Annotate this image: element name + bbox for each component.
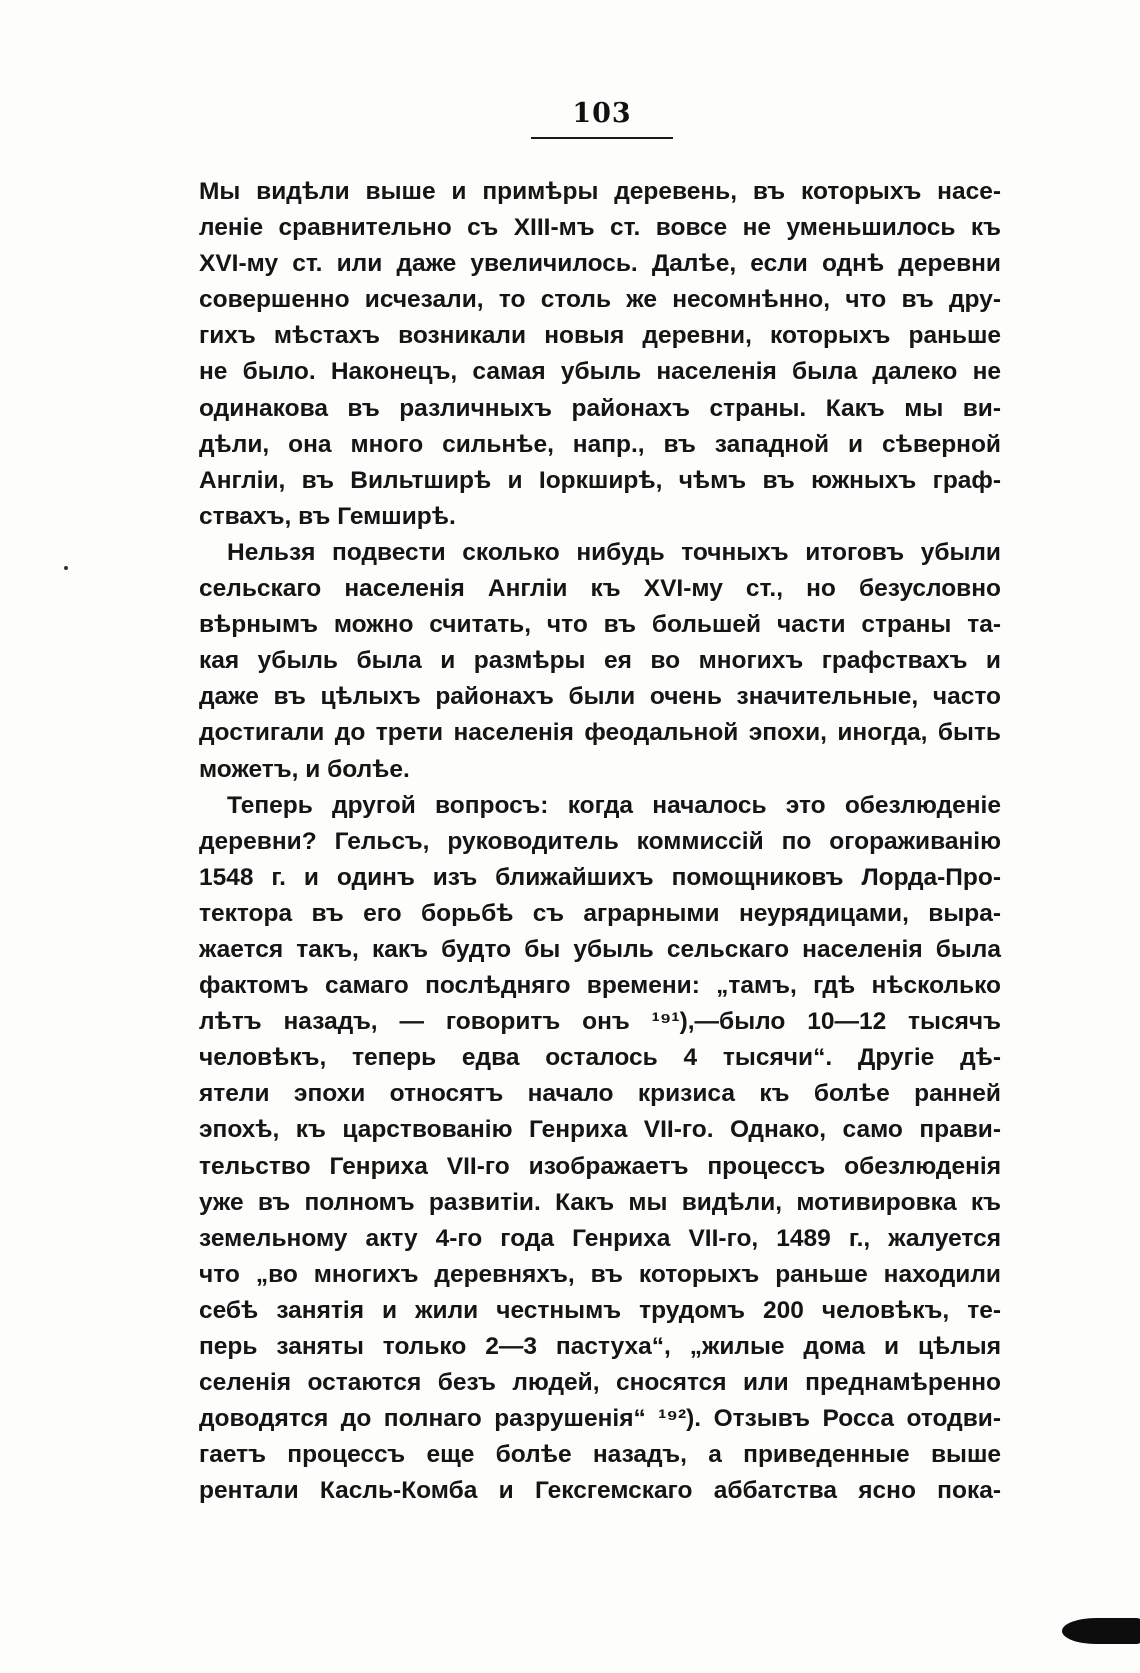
text-line: уже въ полномъ развитіи. Какъ мы видѣли, мотивировка къ bbox=[199, 1188, 1001, 1216]
scan-speck bbox=[64, 566, 68, 570]
text-line: Англіи, въ Вильтширѣ и Іоркширѣ, чѣмъ въ южныхъ граф- bbox=[199, 466, 1001, 494]
text-line: жается такъ, какъ будто бы убыль сельскаго населенія была bbox=[199, 935, 1001, 963]
text-line: ятели эпохи относятъ начало кризиса къ болѣе ранней bbox=[199, 1080, 1001, 1108]
paragraph-end-line: можетъ, и болѣе. bbox=[199, 755, 410, 783]
page-edge-blot bbox=[1062, 1618, 1140, 1644]
text-line: эпохѣ, къ царствованію Генриха VII-го. Однако, само прави- bbox=[199, 1116, 1001, 1144]
paragraph-end-line: ствахъ, въ Гемширѣ. bbox=[199, 502, 456, 530]
text-line: что „во многихъ деревняхъ, въ которыхъ раньше находили bbox=[199, 1260, 1001, 1288]
page-number-rule bbox=[531, 137, 673, 139]
text-line: рентали Касль-Комба и Гексгемскаго аббатства ясно пока- bbox=[199, 1477, 1001, 1505]
text-line: тектора въ его борьбѣ съ аграрными неурядицами, выра- bbox=[199, 899, 1001, 927]
text-line: гихъ мѣстахъ возникали новыя деревни, которыхъ раньше bbox=[199, 322, 1001, 350]
text-line: деревни? Гельсъ, руководитель коммиссій по огораживанію bbox=[199, 827, 1001, 855]
text-line: даже въ цѣлыхъ районахъ были очень значительные, часто bbox=[199, 683, 1001, 711]
text-line: Мы видѣли выше и примѣры деревень, въ которыхъ насе- bbox=[199, 178, 1001, 205]
text-line: XVI-му ст. или даже увеличилось. Далѣе, если однѣ деревни bbox=[199, 250, 1001, 278]
text-line: совершенно исчезали, то столь же несомнѣнно, что въ дру- bbox=[199, 286, 1001, 314]
text-line: достигали до трети населенія феодальной эпохи, иногда, быть bbox=[199, 719, 1001, 747]
text-line: тельство Генриха VII-го изображаетъ процессъ обезлюденія bbox=[199, 1152, 1001, 1180]
text-line: сельскаго населенія Англіи къ XVI-му ст., но безусловно bbox=[199, 575, 1001, 603]
paragraph-start-line: Нельзя подвести сколько нибудь точныхъ итоговъ убыли bbox=[227, 538, 1001, 566]
text-line: перь заняты только 2—3 пастуха“, „жилые дома и цѣлыя bbox=[199, 1333, 1001, 1360]
text-line: селенія остаются безъ людей, сносятся или преднамѣренно bbox=[199, 1369, 1001, 1397]
page-number: 103 bbox=[572, 98, 632, 129]
text-line: гаетъ процессъ еще болѣе назадъ, а приведенные выше bbox=[199, 1441, 1001, 1469]
text-line: 1548 г. и одинъ изъ ближайшихъ помощниковъ Лорда-Про- bbox=[199, 863, 1001, 891]
text-line: фактомъ самаго послѣдняго времени: „тамъ, гдѣ нѣсколько bbox=[199, 972, 1001, 1000]
text-line: себѣ занятія и жили честнымъ трудомъ 200 человѣкъ, те- bbox=[199, 1296, 1001, 1324]
text-line: дѣли, она много сильнѣе, напр., въ западной и сѣверной bbox=[199, 430, 1001, 458]
text-line: человѣкъ, теперь едва осталось 4 тысячи“. Другіе дѣ- bbox=[199, 1044, 1001, 1072]
text-line: земельному акту 4-го года Генриха VII-го, 1489 г., жалуется bbox=[199, 1224, 1001, 1252]
text-line: лѣтъ назадъ, — говоритъ онъ ¹⁹¹),—было 10—12 тысячъ bbox=[199, 1008, 1001, 1036]
text-line: леніе сравнительно съ XIII-мъ ст. вовсе не уменьшилось къ bbox=[199, 214, 1001, 242]
body-text bbox=[199, 174, 1001, 1509]
paragraph-start-line: Теперь другой вопросъ: когда началось это обезлюденіе bbox=[227, 791, 1001, 819]
text-line: вѣрнымъ можно считать, что въ большей части страны та- bbox=[199, 611, 1001, 639]
text-line: не было. Наконецъ, самая убыль населенія была далеко не bbox=[199, 358, 1001, 386]
text-line: одинакова въ различныхъ районахъ страны. Какъ мы ви- bbox=[199, 394, 1001, 422]
text-line: доводятся до полнаго разрушенія“ ¹⁹²). Отзывъ Росса отодви- bbox=[199, 1405, 1001, 1433]
text-line: кая убыль была и размѣры ея во многихъ графствахъ и bbox=[199, 647, 1001, 675]
